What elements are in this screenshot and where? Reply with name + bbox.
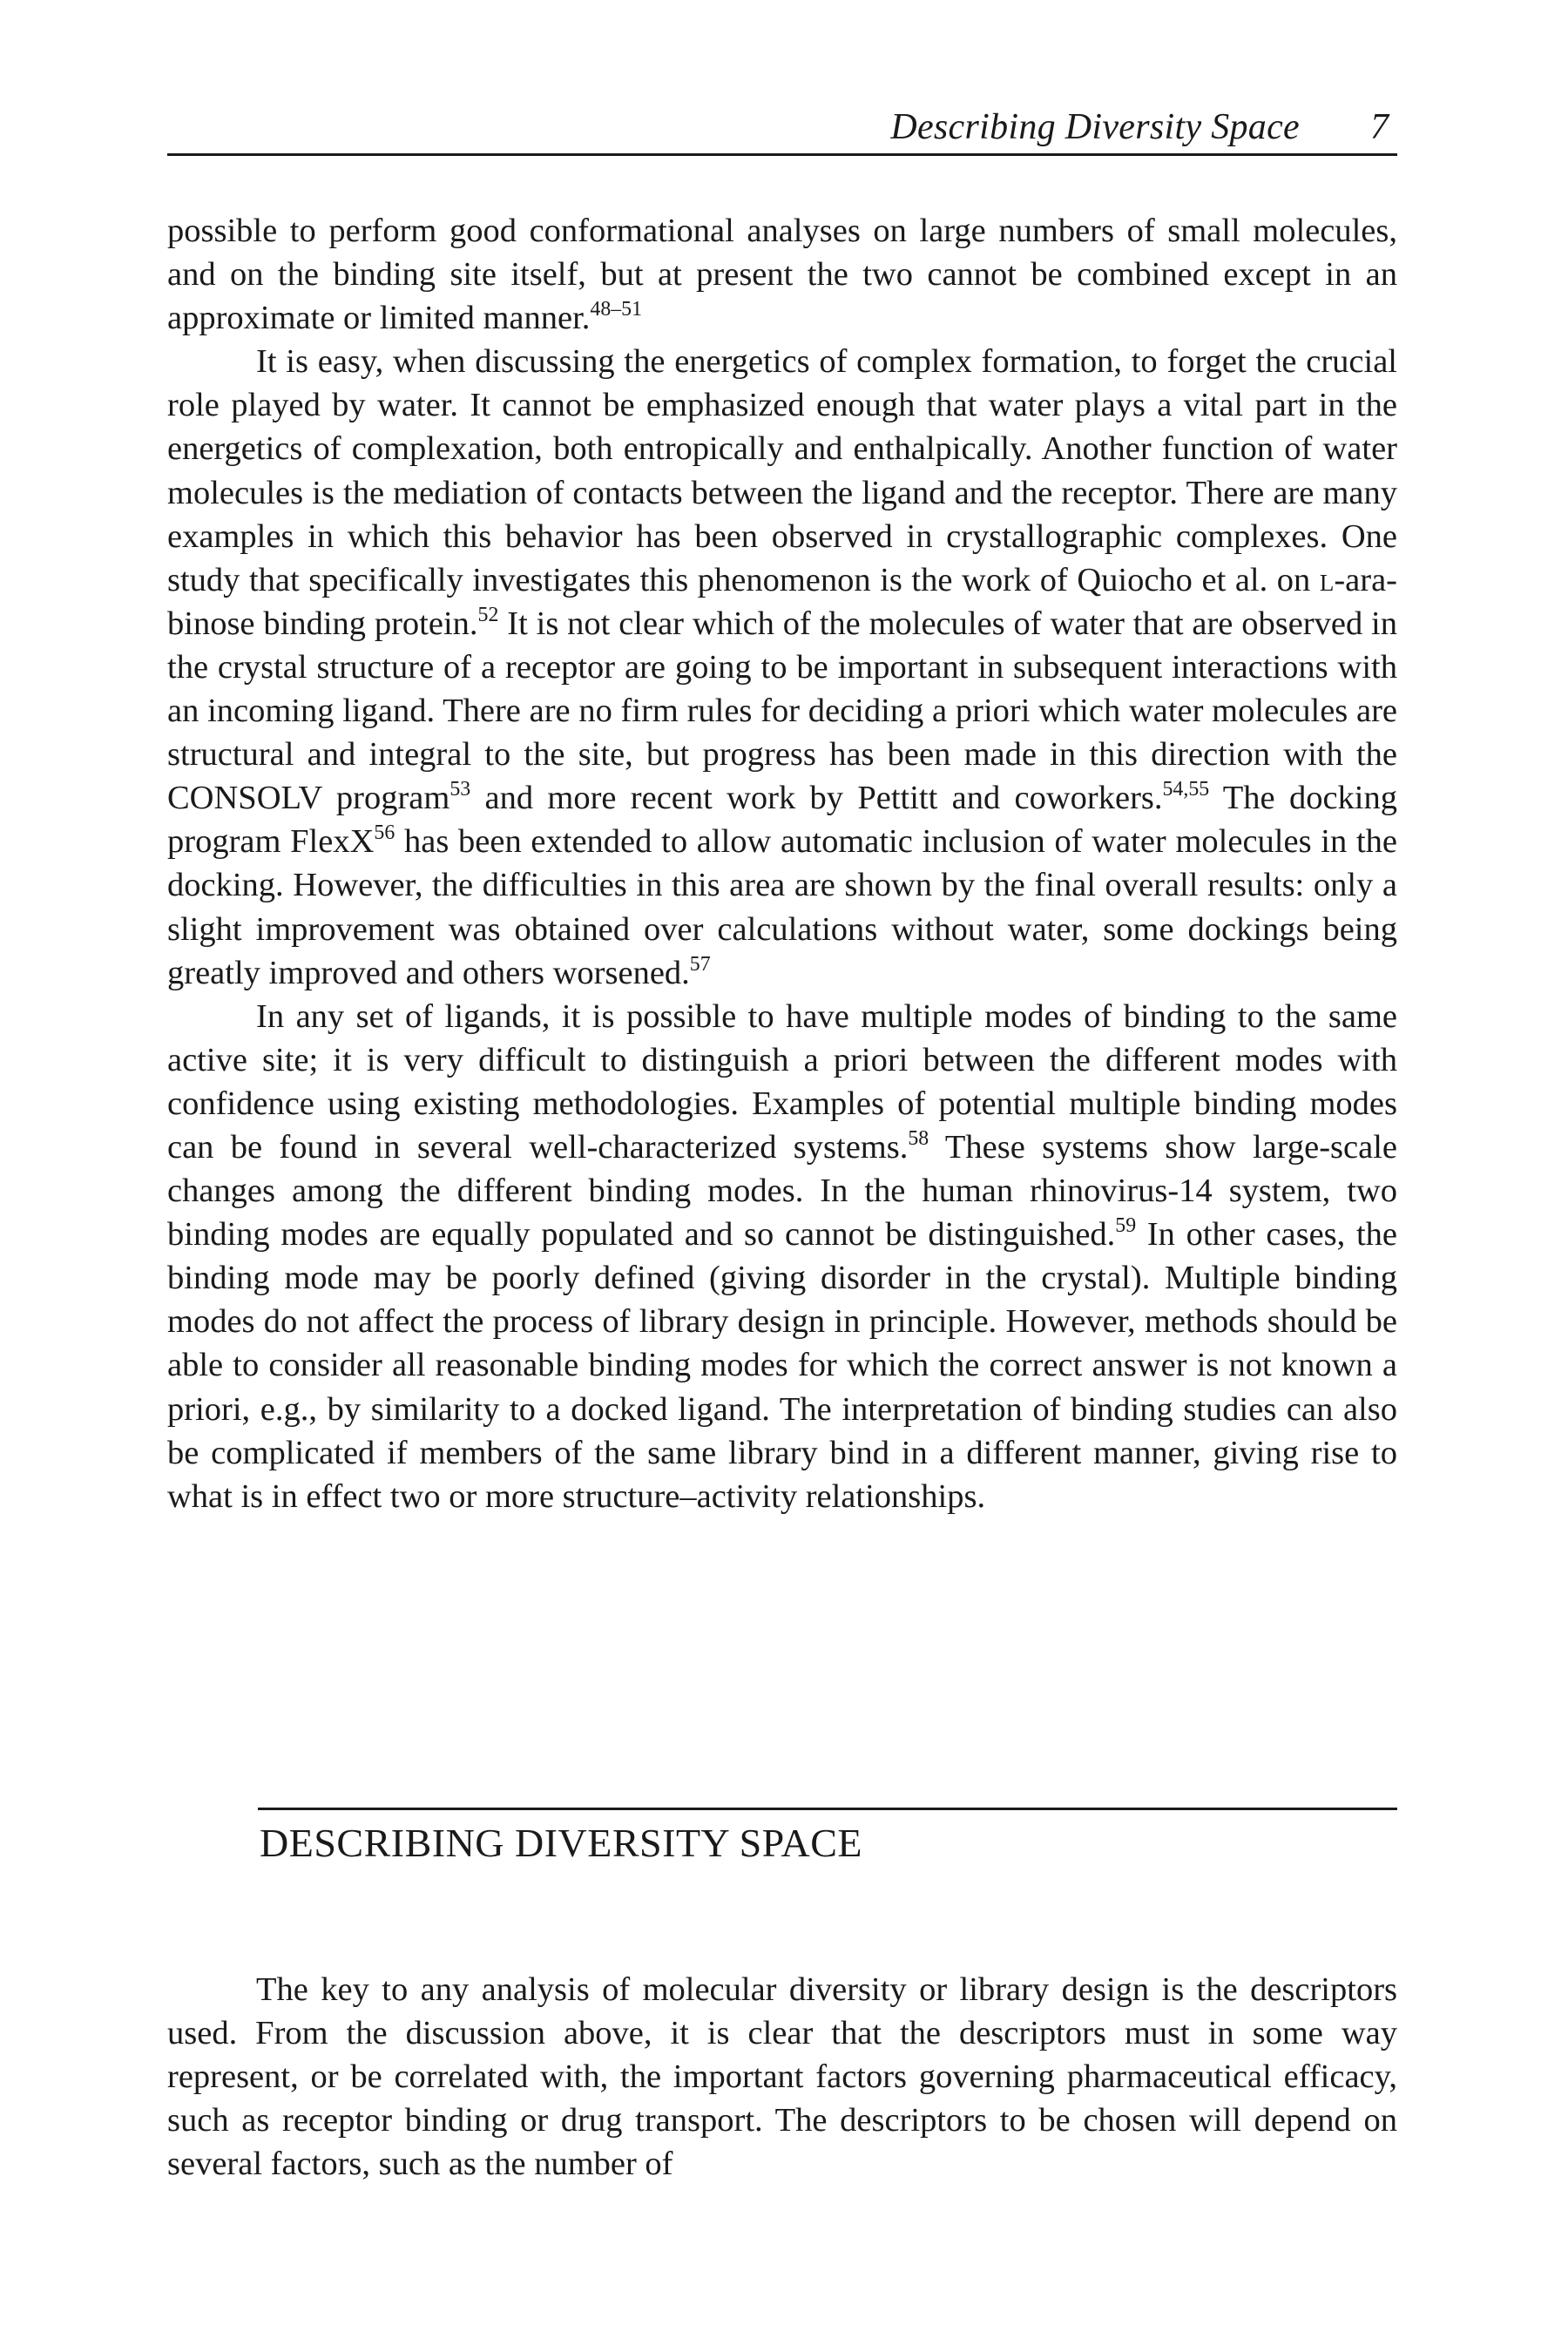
small-caps-prefix: l <box>1319 561 1335 598</box>
text-run: and more recent work by Pettitt and coworkers. <box>470 780 1163 817</box>
section-paragraph-1: The key to any analysis of molecular diversity or library design is the descriptors used. From the discussion above, it is clear that the descriptors must in some way represent, or be correlated with, the important factors governing pharmaceutical efficacy, such as receptor binding or drug transport. The descriptors to be chosen will depend on several factors, such as the number of <box>167 1971 1397 2183</box>
citation-ref: 59 <box>1115 1214 1137 1238</box>
text-run: It is easy, when discussing the energetics of complex formation, to forget the crucial role played by water. It cannot be emphasized enough that water plays a vital part in the energetics of complexation, both entropically and enthalpically. Another function of water molecules is the mediation of contacts between the ligand and the receptor. There are many examples in which this behavior has been observed in crystallographic complexes. One study that specifically investigates this phenomenon is the work of Quiocho et al. on <box>167 343 1397 598</box>
text-run: The docking program FlexX <box>167 780 1397 861</box>
paragraph-2 <box>167 340 1397 994</box>
text-run: possible to perform good conformational analyses on large numbers of small molecules, and on the binding site itself, but at present the two cannot be combined except in an approximate or limited manner. <box>167 213 1397 337</box>
text-run: These systems show large-scale changes among the different binding modes. In the human rhinovirus-14 system, two binding modes are equally populated and so cannot be distinguished. <box>167 1128 1398 1254</box>
text-run: It is not clear which of the molecules of water that are observed in the crystal structure of a receptor are going to be important in subsequent interactions with an incoming ligand. There are no firm rules for deciding a priori which water molecules are structural and integral to the site, but progress has been made in this direction with the CONSOLV program <box>167 605 1397 817</box>
citation-ref: 53 <box>449 778 471 801</box>
citation-ref: 57 <box>689 952 711 976</box>
section-heading: DESCRIBING DIVERSITY SPACE <box>260 1821 863 1865</box>
citation-ref: 54,55 <box>1162 778 1210 801</box>
text-run: In any set of ligands, it is possible to have multiple modes of binding to the same active site; it is very difficult to distinguish a priori between the different modes with confidence using existing methodologies. Examples of potential multiple binding modes can be found in several well-characterized systems. <box>167 997 1397 1166</box>
citation-ref: 48–51 <box>590 298 643 321</box>
citation-ref: 56 <box>374 821 395 845</box>
body-text <box>167 209 1397 1518</box>
page-number: 7 <box>1370 107 1389 147</box>
running-head-title: Describing Diversity Space <box>890 107 1300 147</box>
text-run: has been extended to allow automatic inclusion of water molecules in the docking. However, the difficulties in this area are shown by the final overall results: only a slight improvement was obtained over calculations without water, some dockings being greatly improved and others worsened. <box>167 823 1397 991</box>
paragraph-1 <box>167 209 1397 340</box>
paragraph-3 <box>167 995 1397 1518</box>
citation-ref: 58 <box>908 1127 929 1151</box>
text-run: -arabinose binding protein. <box>167 561 1397 642</box>
section-rule <box>258 1808 1397 1810</box>
citation-ref: 52 <box>477 604 499 627</box>
text-run: In other cases, the binding mode may be poorly defined (giving disorder in the crystal). Multiple binding modes do not affect the process of library design in principle. However, methods should be able to consider all reasonable binding modes for which the correct answer is not known a priori, e.g., by similarity to a docked ligand. The interpretation of binding studies can also be complicated if members of the same library bind in a different manner, giving rise to what is in effect two or more structure–activity relationships. <box>167 1216 1397 1515</box>
running-head <box>167 103 1397 156</box>
section-body <box>167 1968 1397 2186</box>
